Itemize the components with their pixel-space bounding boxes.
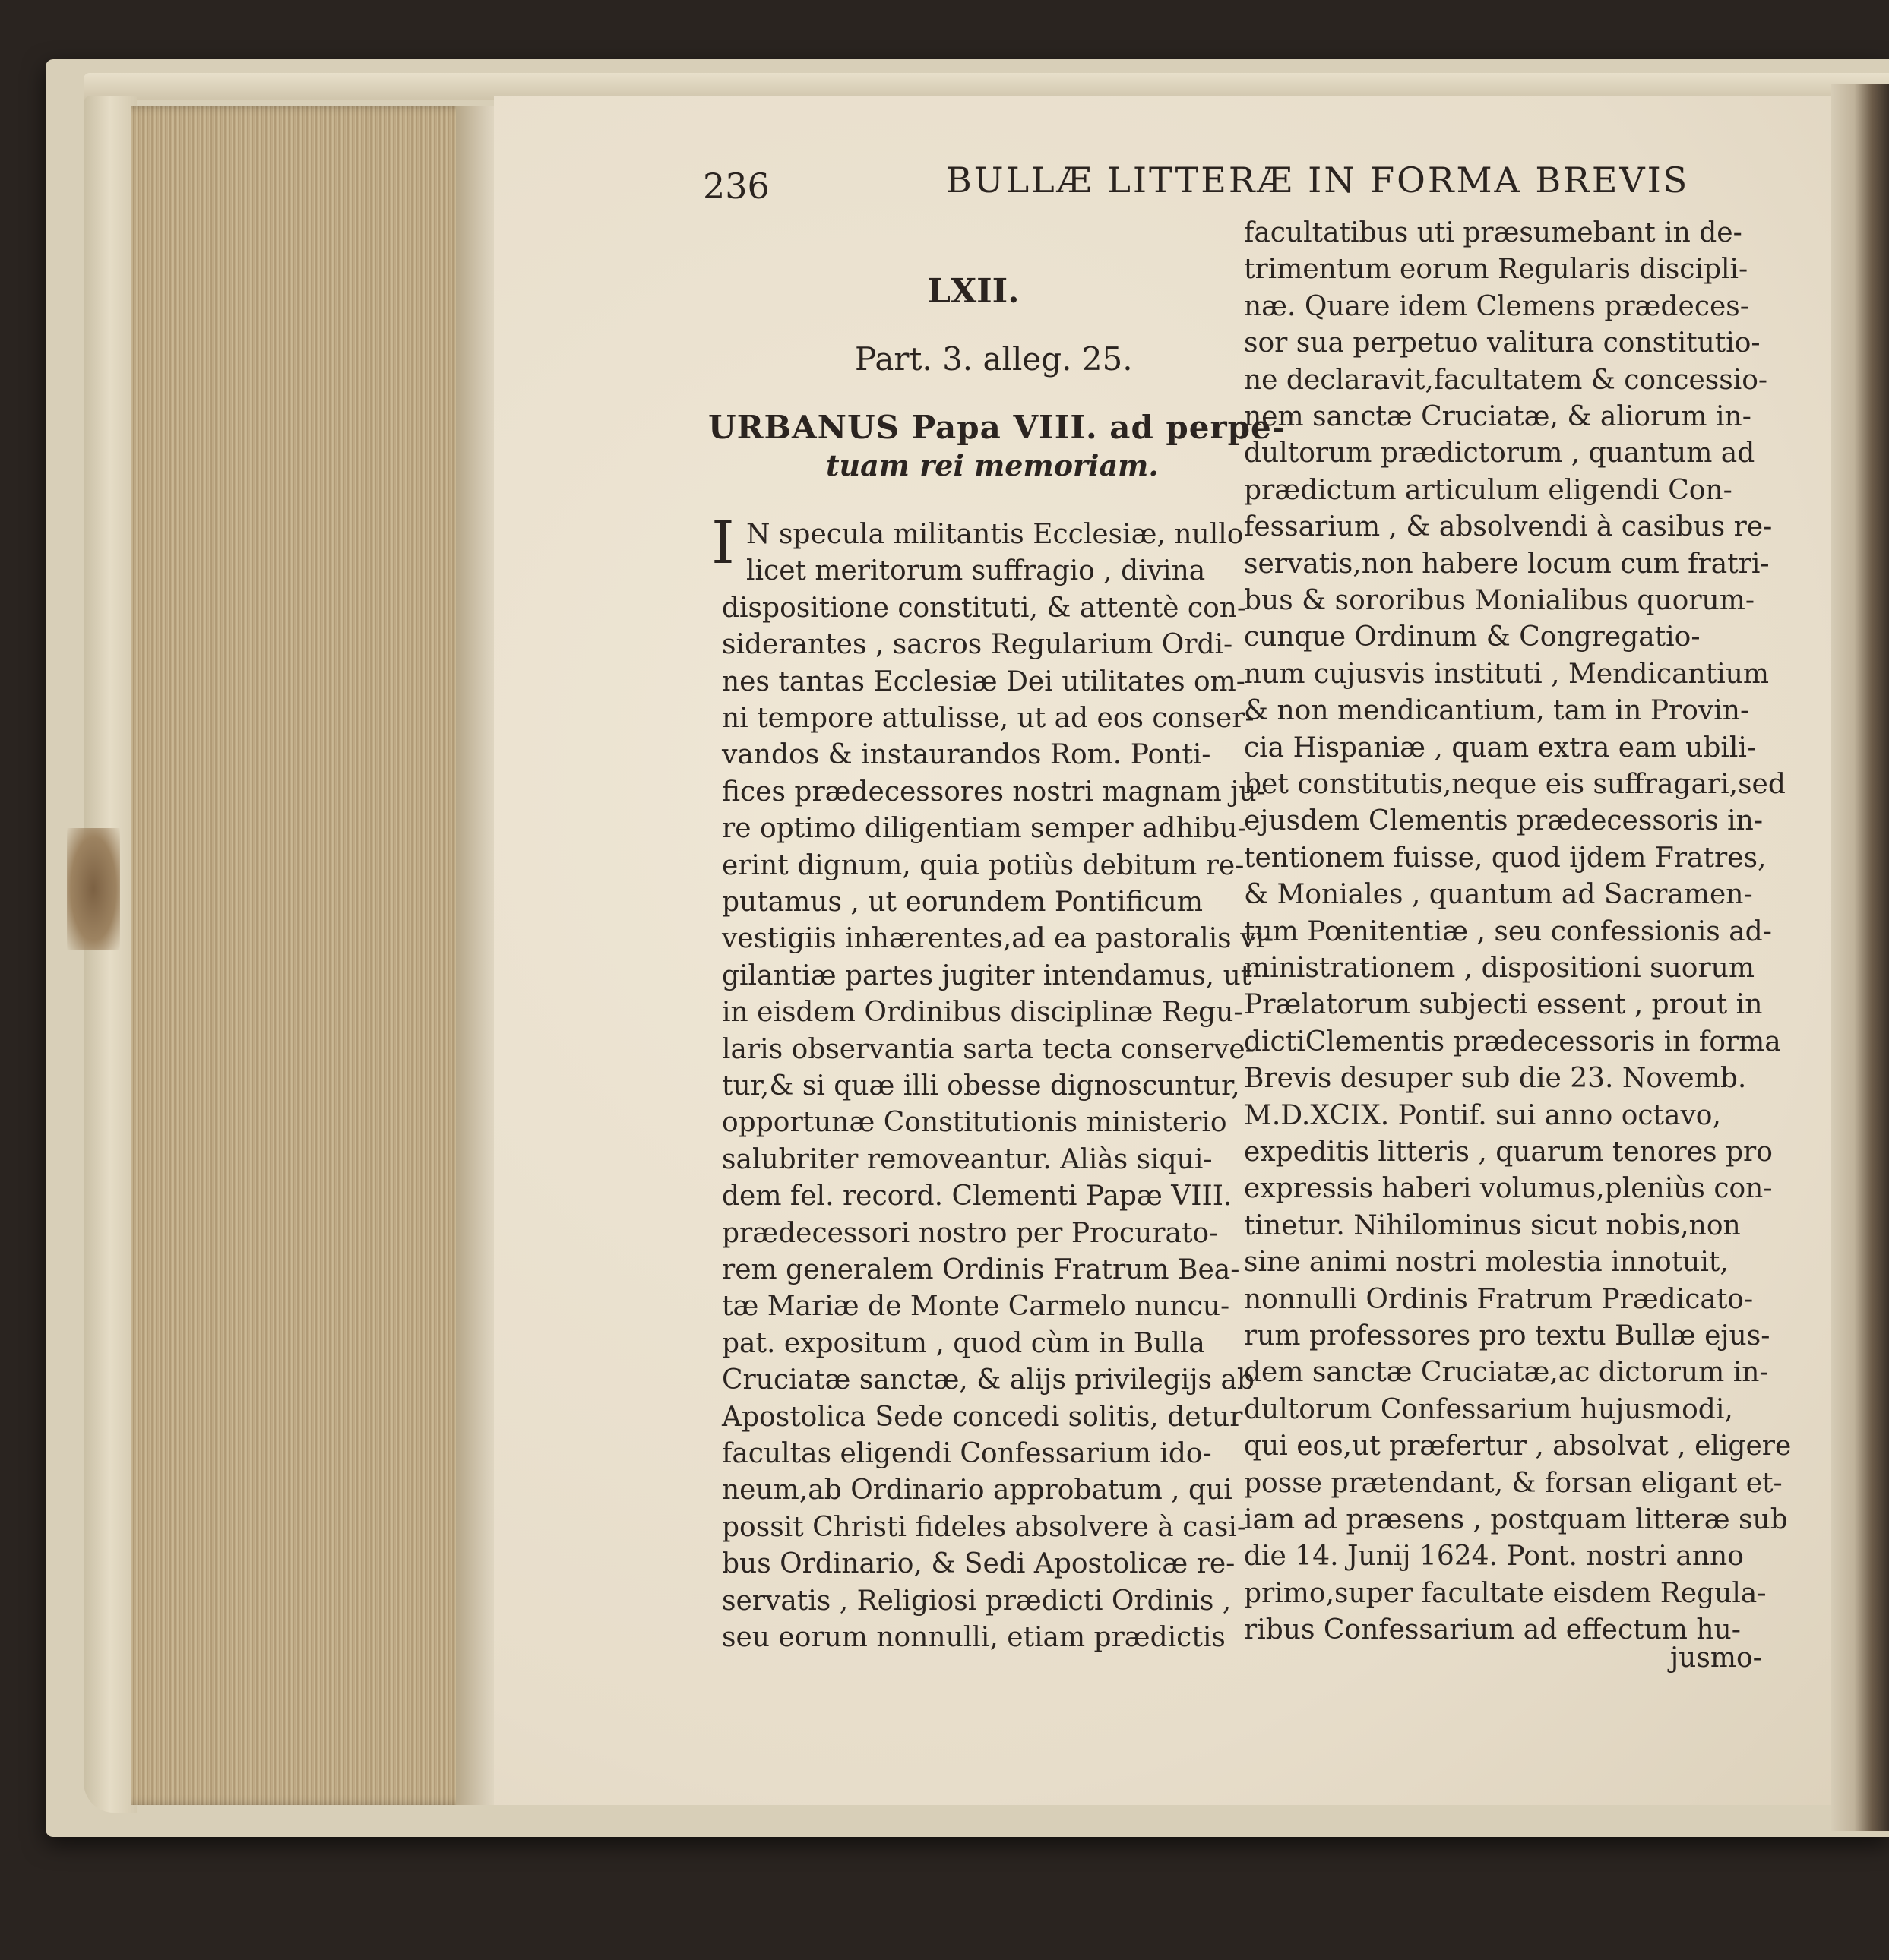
- heading-line-2: tuam rei memoriam.: [826, 448, 1159, 482]
- text-line: ribus Confessarium ad effectum hu-: [1244, 1614, 1741, 1646]
- text-line: cunque Ordinum & Congregatio-: [1244, 621, 1701, 653]
- text-line: tinetur. Nihilominus sicut nobis,non: [1244, 1209, 1741, 1241]
- text-line: num cujusvis instituti , Mendicantium: [1244, 658, 1770, 690]
- text-line: bus & sororibus Monialibus quorum-: [1244, 585, 1755, 616]
- text-line: tur,& si quæ illi obesse dignoscuntur,: [722, 1070, 1240, 1102]
- text-line: in eisdem Ordinibus disciplinæ Regu-: [722, 997, 1243, 1029]
- text-line: nes tantas Ecclesiæ Dei utilitates om-: [722, 665, 1245, 697]
- text-line: ministrationem , dispositioni suorum: [1244, 953, 1755, 984]
- text-line: tæ Mariæ de Monte Carmelo nuncu-: [722, 1291, 1230, 1323]
- text-line: dem fel. record. Clementi Papæ VIII.: [722, 1181, 1232, 1212]
- heading-line-1: URBANUS Papa VIII. ad perpe-: [708, 409, 1286, 446]
- text-line: næ. Quare idem Clemens prædeces-: [1244, 290, 1749, 322]
- text-line: facultas eligendi Confessarium ido-: [722, 1438, 1212, 1469]
- text-line: siderantes , sacros Regularium Ordi-: [722, 629, 1233, 661]
- text-line: servatis,non habere locum cum fratri-: [1244, 548, 1770, 580]
- text-line: Brevis desuper sub die 23. Novemb.: [1244, 1063, 1747, 1095]
- text-line: dictiClementis prædecessoris in forma: [1244, 1026, 1781, 1057]
- drop-cap: I: [711, 509, 735, 577]
- text-line: possit Christi fideles absolvere à casi-: [722, 1511, 1246, 1543]
- text-line: licet meritorum suffragio , divina: [746, 555, 1206, 587]
- text-line: vestigiis inhærentes,ad ea pastoralis vi-: [722, 923, 1274, 955]
- catchword: jusmo-: [1670, 1642, 1762, 1674]
- text-line: sine animi nostri molestia innotuit,: [1244, 1247, 1729, 1279]
- text-line: dispositione constituti, & attentè con-: [722, 592, 1247, 624]
- reference-line: Part. 3. alleg. 25.: [855, 340, 1133, 378]
- text-line: pat. expositum , quod cùm in Bulla: [722, 1327, 1205, 1359]
- text-line: prædictum articulum eligendi Con-: [1244, 474, 1732, 506]
- text-line: putamus , ut eorundem Pontificum: [722, 887, 1203, 918]
- text-line: opportunæ Constitutionis ministerio: [722, 1107, 1227, 1139]
- text-line: ejusdem Clementis prædecessoris in-: [1244, 805, 1763, 837]
- text-line: iam ad præsens , postquam litteræ sub: [1244, 1504, 1788, 1535]
- stain-mark: [67, 828, 120, 950]
- page-block-edges: [131, 106, 494, 1805]
- text-line: rem generalem Ordinis Fratrum Bea-: [722, 1254, 1240, 1285]
- text-line: nonnulli Ordinis Fratrum Prædicato-: [1244, 1283, 1754, 1315]
- text-line: bus Ordinario, & Sedi Apostolicæ re-: [722, 1548, 1236, 1580]
- text-line: & Moniales , quantum ad Sacramen-: [1244, 879, 1753, 911]
- text-line: dultorum prædictorum , quantum ad: [1244, 438, 1755, 469]
- text-line: facultatibus uti præsumebant in de-: [1244, 217, 1742, 248]
- text-line: salubriter removeantur. Aliàs siqui-: [722, 1143, 1213, 1175]
- text-line: Apostolica Sede concedi solitis, detur: [722, 1401, 1243, 1433]
- text-line: die 14. Junij 1624. Pont. nostri anno: [1244, 1541, 1744, 1573]
- text-line: sor sua perpetuo valitura constitutio-: [1244, 327, 1761, 359]
- text-line: prædecessori nostro per Procurato-: [722, 1217, 1219, 1249]
- text-line: servatis , Religiosi prædicti Ordinis ,: [722, 1585, 1232, 1617]
- text-line: dem sanctæ Cruciatæ,ac dictorum in-: [1244, 1357, 1769, 1389]
- text-line: ni tempore attulisse, ut ad eos conser-: [722, 703, 1255, 734]
- text-line: cia Hispaniæ , quam extra eam ubili-: [1244, 732, 1757, 763]
- text-line: re optimo diligentiam semper adhibu-: [722, 813, 1247, 845]
- text-line: laris observantia sarta tecta conserve-: [722, 1033, 1255, 1065]
- right-page-edge: [1831, 84, 1889, 1831]
- spine-edge: [84, 96, 137, 1813]
- text-line: primo,super facultate eisdem Regula-: [1244, 1577, 1767, 1609]
- text-line: M.D.XCIX. Pontif. sui anno octavo,: [1244, 1099, 1721, 1131]
- text-line: Prælatorum subjecti essent , prout in: [1244, 989, 1763, 1021]
- text-line: neum,ab Ordinario approbatum , qui: [722, 1475, 1232, 1506]
- text-line: gilantiæ partes jugiter intendamus, ut: [722, 959, 1252, 991]
- text-line: N specula militantis Ecclesiæ, nullo: [746, 519, 1244, 550]
- text-line: tum Pœnitentiæ , seu confessionis ad-: [1244, 915, 1772, 947]
- text-line: ne declaravit,facultatem & concessio-: [1244, 364, 1768, 396]
- text-line: vandos & instaurandos Rom. Ponti-: [722, 739, 1211, 771]
- page-number: 236: [703, 166, 770, 207]
- text-line: seu eorum nonnulli, etiam prædictis: [722, 1622, 1226, 1653]
- text-line: erint dignum, quia potiùs debitum re-: [722, 849, 1245, 881]
- text-line: trimentum eorum Regularis discipli-: [1244, 254, 1748, 286]
- text-line: Cruciatæ sanctæ, & alijs privilegijs ab: [722, 1364, 1255, 1396]
- text-line: nem sanctæ Cruciatæ, & aliorum in-: [1244, 401, 1751, 432]
- text-line: fessarium , & absolvendi à casibus re-: [1244, 511, 1773, 543]
- text-line: posse prætendant, & forsan eligant et-: [1244, 1467, 1783, 1499]
- text-line: dultorum Confessarium hujusmodi,: [1244, 1393, 1733, 1425]
- text-line: tentionem fuisse, quod ijdem Fratres,: [1244, 842, 1767, 874]
- text-line: expeditis litteris , quarum tenores pro: [1244, 1136, 1773, 1168]
- text-line: rum professores pro textu Bullæ ejus-: [1244, 1320, 1770, 1351]
- text-line: fices prædecessores nostri magnam ju-: [722, 776, 1266, 808]
- text-line: qui eos,ut præfertur , absolvat , eligere: [1244, 1430, 1792, 1462]
- text-line: expressis haberi volumus,pleniùs con-: [1244, 1173, 1773, 1205]
- text-line: & non mendicantium, tam in Provin-: [1244, 695, 1750, 727]
- running-head: BULLÆ LITTERÆ IN FORMA BREVIS: [946, 160, 1690, 201]
- document-number: LXII.: [927, 272, 1020, 311]
- text-line: bet constitutis,neque eis suffragari,sed: [1244, 769, 1786, 800]
